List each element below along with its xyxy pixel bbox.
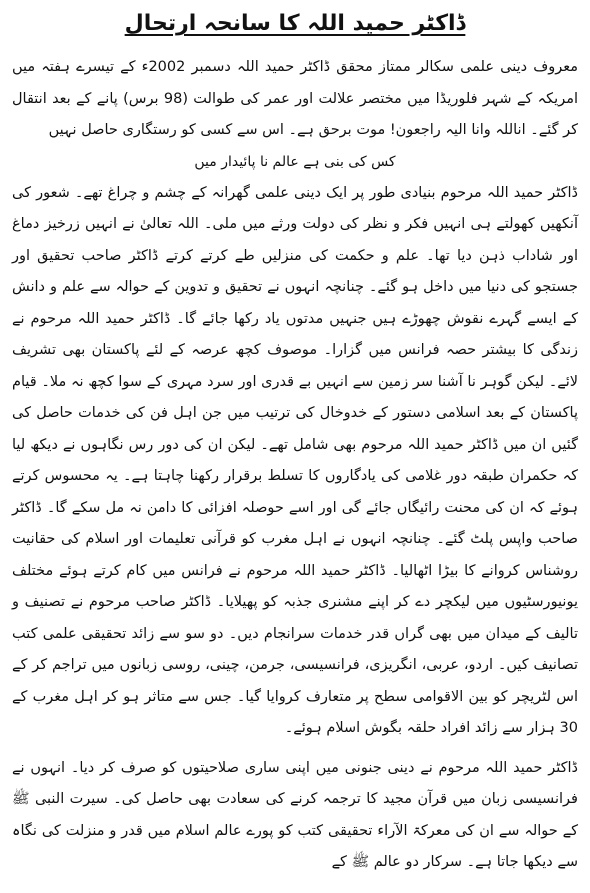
document-title: ڈاکٹر حمید اللہ کا سانحہ ارتحال	[124, 11, 466, 36]
paragraph-intro: معروف دینی علمی سکالر ممتاز محقق ڈاکٹر حمید اللہ دسمبر 2002ء کے تیسرے ہفتہ میں امریکہ کے شہر فلوریڈا میں مختصر علالت اور عمر کی طوالت (98 برس) پانے کے بعد انتقال کر گئے۔ اناللہ وانا الیہ راجعون! موت برحق ہے۔ اس سے کسی کو رستگاری حاصل نہیں	[12, 59, 578, 138]
poetry-couplet: کس کی بنی ہے عالم نا پائیدار میں	[194, 153, 396, 170]
paragraph-works: ڈاکٹر حمید اللہ مرحوم نے دینی جنونی میں اپنی ساری صلاحیتوں کو صرف کر دیا۔ انہوں نے فرانسیسی زبان میں قرآن مجید کا ترجمہ کرنے کی سعادت بھی حاصل کی۔ سیرت النبی ﷺ کے حوالہ سے ان کی معرکۃ الآراء تحقیقی کتب کو پورے عالم اسلام میں قدر و منزلت کی نگاہ سے دیکھا جاتا ہے۔ سرکار دو عالم ﷺ کے	[12, 759, 578, 870]
paragraph-biography: ڈاکٹر حمید اللہ مرحوم بنیادی طور پر ایک دینی علمی گھرانہ کے چشم و چراغ تھے۔ شعور کی آنکھیں کھولتے ہی انہیں فکر و نظر کی دولت ورثے میں ملی۔ اللہ تعالیٰ نے انہیں زرخیز دماغ اور شاداب ذہن دیا تھا۔ علم و حکمت کی منزلیں طے کرتے کرتے ڈاکٹر صاحب تحقیق اور جستجو کی دنیا میں داخل ہو گئے۔ چنانچہ انہوں نے تحقیق و تدوین کے حوالہ سے علم و دانش کے ایسے گہرے نقوش چھوڑے ہیں جنہیں مدتوں یاد رکھا جائے گا۔ ڈاکٹر حمید اللہ مرحوم نے زندگی کا بیشتر حصہ فرانس میں گزارا۔ موصوف کچھ عرصہ کے لئے پاکستان بھی تشریف لائے۔ لیکن گوہر نا آشنا سر زمین سے انہیں بے قدری اور سرد مہری کے سوا کچھ نہ ملا۔ قیام پاکستان کے بعد اسلامی دستور کے خدوخال کی ترتیب میں جن اہل فن کی خدمات حاصل کی گئیں ان میں ڈاکٹر حمید اللہ مرحوم بھی شامل تھے۔ لیکن ان کی دور رس نگاہوں نے دیکھ لیا کہ حکمران طبقہ دور غلامی کی یادگاروں کا تسلط برقرار رکھنا چاہتا ہے۔ یہ محسوس کرتے ہوئے کہ ان کی محنت رائیگاں جائے گی اور اسے حوصلہ افزائی کا دامن نہ مل سکے گا۔ ڈاکٹر صاحب واپس پلٹ گئے۔ چنانچہ انہوں نے اہل مغرب کو قرآنی تعلیمات اور اسلام کی حقانیت روشناس کروانے کا بیڑا اٹھالیا۔ ڈاکٹر حمید اللہ مرحوم نے فرانس میں کام کرتے ہوئے مختلف یونیورسٹیوں میں لیکچر دے کر اپنے مشنری جذبہ کو پھیلایا۔ ڈاکٹر صاحب مرحوم نے تصنیف و تالیف کے میدان میں بھی گراں قدر خدمات سرانجام دیں۔ دو سو سے زائد تحقیقی علمی کتب تصانیف کیں۔ اردو، عربی، انگریزی، فرانسیسی، جرمن، چینی، روسی زبانوں میں تراجم کر کے اس لٹریچر کو بین الاقوامی سطح پر متعارف کروایا گیا۔ جس سے متاثر ہو کر اہل مغرب کے 30 ہزار سے زائد افراد حلقہ بگوش اسلام ہوئے۔	[12, 184, 578, 736]
